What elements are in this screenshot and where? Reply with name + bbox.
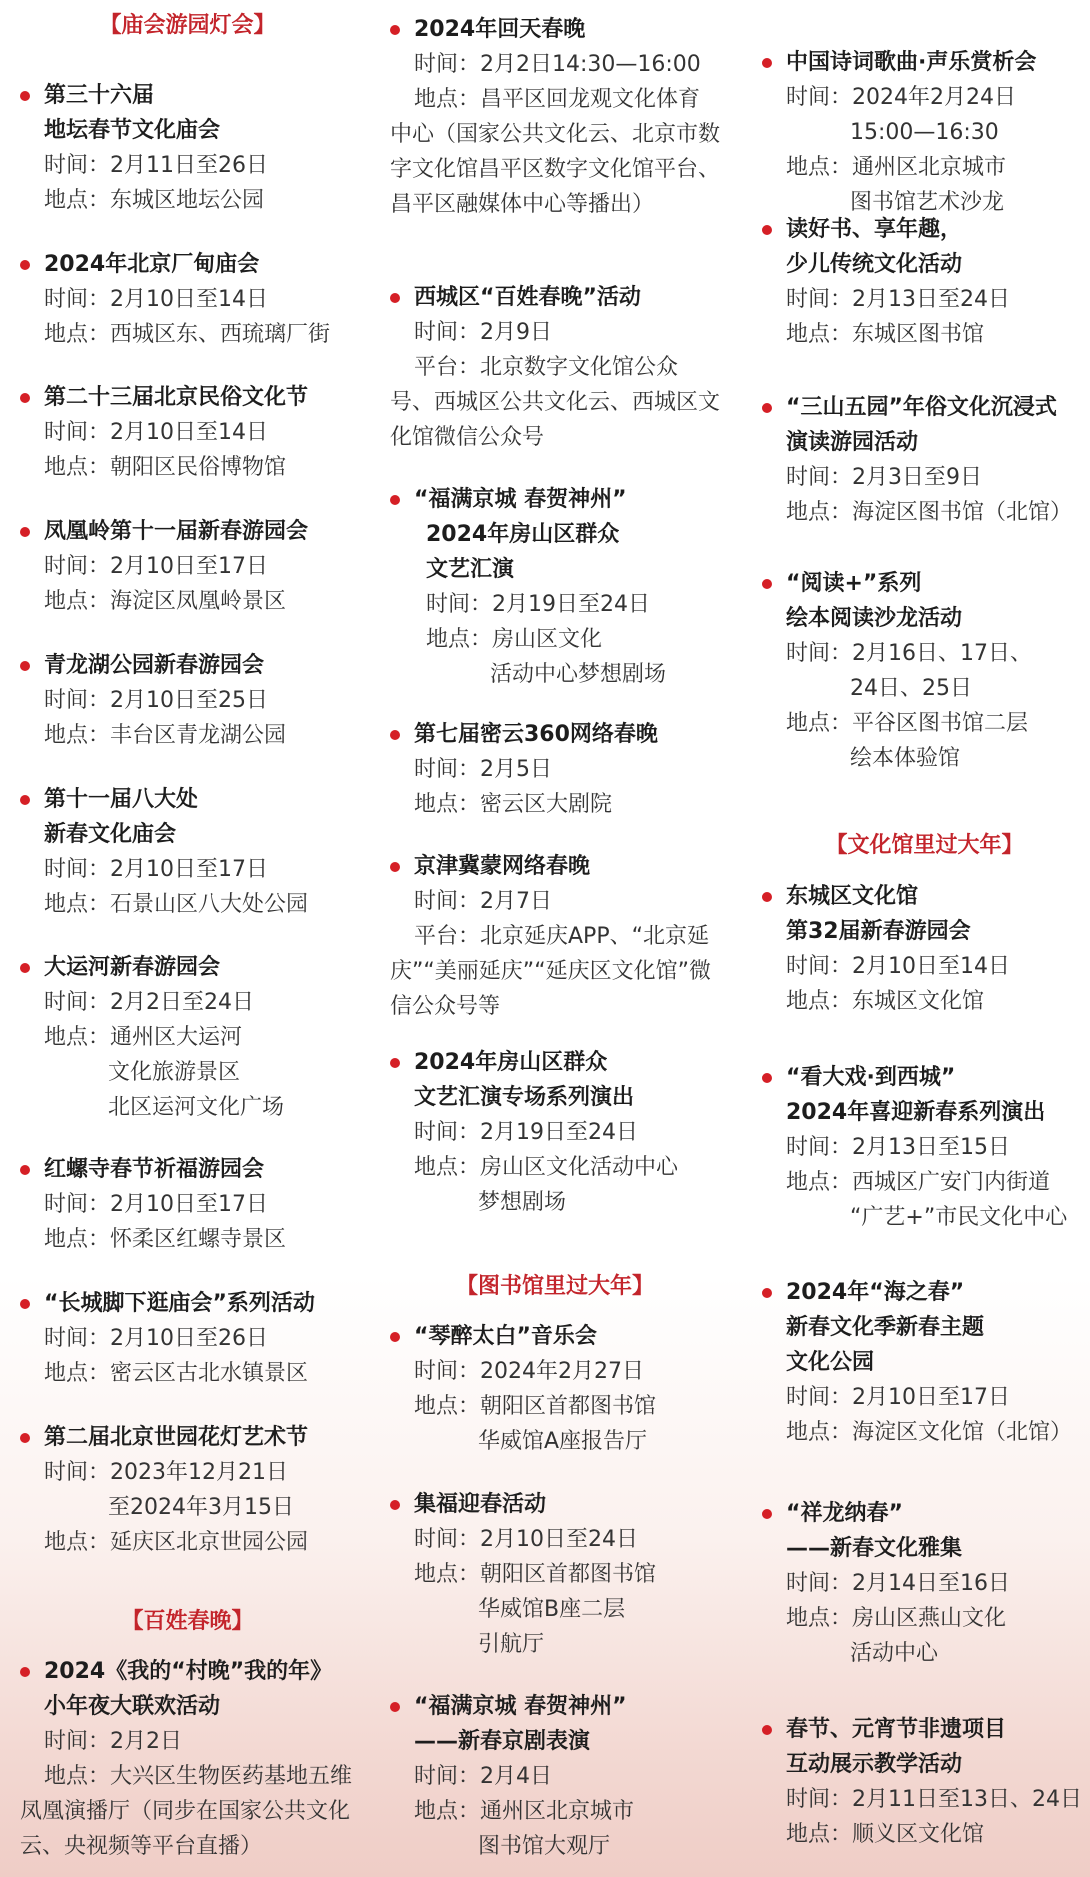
event-place: 地点：朝阳区首都图书馆 xyxy=(414,1562,657,1587)
event-time: 时间：2月10日至14日 xyxy=(44,420,268,445)
event-minsu xyxy=(20,380,355,485)
bullet-icon xyxy=(390,495,400,505)
event-fenghuangling xyxy=(20,514,355,619)
bullet-icon xyxy=(762,1073,772,1083)
event-place: 地点：海淀区凤凰岭景区 xyxy=(44,589,287,614)
event-xianglong xyxy=(762,1496,1087,1671)
bullet-icon xyxy=(390,293,400,303)
bullet-icon xyxy=(390,1500,400,1510)
event-jingjin xyxy=(390,849,720,1024)
bullet-icon xyxy=(390,1702,400,1712)
event-title: 少儿传统文化活动 xyxy=(786,252,963,277)
event-place: 北区运河文化广场 xyxy=(108,1095,285,1120)
event-time: 时间：2024年2月24日 xyxy=(786,85,1016,110)
event-place: 地点：通州区北京城市 xyxy=(786,155,1007,180)
event-title: 2024《我的“村晚”我的年》 xyxy=(44,1659,333,1684)
event-title: 凤凰岭第十一届新春游园会 xyxy=(44,519,309,544)
event-place: 地点：平谷区图书馆二层 xyxy=(786,711,1029,736)
event-time: 时间：2月19日至24日 xyxy=(426,592,650,617)
bullet-icon xyxy=(762,1509,772,1519)
event-title: “福满京城 春贺神州” xyxy=(414,487,627,512)
event-place: 地点：通州区大运河 xyxy=(44,1025,243,1050)
event-place: 地点：海淀区图书馆（北馆） xyxy=(786,500,1073,525)
event-title: 文艺汇演专场系列演出 xyxy=(414,1085,635,1110)
bullet-icon xyxy=(20,393,30,403)
event-time: 时间：2月19日至24日 xyxy=(414,1120,638,1145)
event-title: 东城区文化馆 xyxy=(786,884,919,909)
bullet-icon xyxy=(762,1725,772,1735)
event-title: 第十一届八大处 xyxy=(44,787,199,812)
event-place: 引航厅 xyxy=(478,1632,545,1657)
event-title: 2024年喜迎新春系列演出 xyxy=(786,1100,1046,1125)
event-place: 地点：丰台区青龙湖公园 xyxy=(44,723,287,748)
event-title: 文化公园 xyxy=(786,1350,875,1375)
event-feiyi xyxy=(762,1712,1087,1852)
event-place: 地点：房山区文化 xyxy=(426,627,603,652)
event-time: 时间：2月2日 xyxy=(44,1729,182,1754)
event-title: 地坛春节文化庙会 xyxy=(44,118,221,143)
event-title: 春节、元宵节非遗项目 xyxy=(786,1717,1007,1742)
event-changcheng xyxy=(20,1286,355,1391)
event-title: 第二十三届北京民俗文化节 xyxy=(44,385,309,410)
event-time: 时间：2月7日 xyxy=(414,889,552,914)
event-time: 时间：2月9日 xyxy=(414,320,552,345)
bullet-icon xyxy=(762,403,772,413)
event-title: 集福迎春活动 xyxy=(414,1492,547,1517)
event-title: 互动展示教学活动 xyxy=(786,1752,963,1777)
event-huitian xyxy=(390,12,720,222)
event-title: 第32届新春游园会 xyxy=(786,919,971,944)
event-duhaoshu xyxy=(762,212,1087,352)
event-place: “广艺+”市民文化中心 xyxy=(850,1205,1068,1230)
event-xicheng xyxy=(390,280,720,455)
bullet-icon xyxy=(20,1165,30,1175)
event-title: 新春文化季新春主题 xyxy=(786,1315,985,1340)
bullet-icon xyxy=(762,1288,772,1298)
event-title: “琴醉太白”音乐会 xyxy=(414,1324,597,1349)
event-time: 时间：2月10日至26日 xyxy=(44,1326,268,1351)
event-title: 第三十六届 xyxy=(44,83,155,108)
event-jifu xyxy=(390,1487,720,1662)
event-title: 2024年房山区群众 xyxy=(414,1050,608,1075)
event-yuedu xyxy=(762,566,1087,776)
event-time: 时间：2023年12月21日 xyxy=(44,1460,288,1485)
event-place: 地点：西城区广安门内街道 xyxy=(786,1170,1051,1195)
event-place: 华威馆A座报告厅 xyxy=(478,1429,648,1454)
event-title: 2024年回天春晚 xyxy=(414,17,586,42)
event-title: “祥龙纳春” xyxy=(786,1501,903,1526)
event-place: 地点：密云区古北水镇景区 xyxy=(44,1361,309,1386)
event-title: 绘本阅读沙龙活动 xyxy=(786,606,963,631)
event-place: 地点：西城区东、西琉璃厂街 xyxy=(44,322,331,347)
section-title-library: 【图书馆里过大年】 xyxy=(455,1274,654,1299)
event-time: 时间：2月4日 xyxy=(414,1764,552,1789)
event-title: ——新春京剧表演 xyxy=(414,1729,591,1754)
event-time: 15:00—16:30 xyxy=(850,120,999,145)
event-place: 地点：海淀区文化馆（北馆） xyxy=(786,1420,1073,1445)
event-qinzui xyxy=(390,1319,720,1459)
bullet-icon xyxy=(762,225,772,235)
event-time: 时间：2月10日至17日 xyxy=(786,1385,1010,1410)
event-hongluosi xyxy=(20,1152,355,1257)
event-time: 24日、25日 xyxy=(850,676,972,701)
event-title: 红螺寺春节祈福游园会 xyxy=(44,1157,265,1182)
bullet-icon xyxy=(20,91,30,101)
bullet-icon xyxy=(20,1299,30,1309)
event-time: 时间：2月10日至17日 xyxy=(44,857,268,882)
event-place: 地点：大兴区生物医药基地五维凤凰演播厅（同步在国家公共文化云、央视频等平台直播） xyxy=(20,1764,353,1859)
event-time: 时间：2月16日、17日、 xyxy=(786,641,1032,666)
event-place: 地点：昌平区回龙观文化体育中心（国家公共文化云、北京市数字文化馆昌平区数字文化馆平台、昌平区融媒体中心等播出） xyxy=(390,87,721,217)
event-title: 文艺汇演 xyxy=(426,557,515,582)
event-title: 读好书、享年趣， xyxy=(786,217,963,242)
event-place: 地点：朝阳区首都图书馆 xyxy=(414,1394,657,1419)
event-jingju xyxy=(390,1689,720,1864)
bullet-icon xyxy=(20,795,30,805)
event-title: 京津冀蒙网络春晚 xyxy=(414,854,591,879)
bullet-icon xyxy=(390,1058,400,1068)
event-time: 时间：2024年2月27日 xyxy=(414,1359,644,1384)
event-time: 时间：2月13日至24日 xyxy=(786,287,1010,312)
event-title: 2024年“海之春” xyxy=(786,1280,965,1305)
event-place: 图书馆大观厅 xyxy=(478,1834,611,1859)
event-dayunhe xyxy=(20,950,355,1125)
event-title: 2024年房山区群众 xyxy=(426,522,620,547)
event-title: “看大戏·到西城” xyxy=(786,1065,956,1090)
event-place: 地点：通州区北京城市 xyxy=(414,1799,635,1824)
event-time: 时间：2月10日至24日 xyxy=(414,1527,638,1552)
event-haizhichun xyxy=(762,1275,1087,1450)
section-title-culture-center: 【文化馆里过大年】 xyxy=(825,833,1024,858)
bullet-icon xyxy=(20,260,30,270)
section-title-temple-fair: 【庙会游园灯会】 xyxy=(99,13,276,38)
event-time: 时间：2月10日至14日 xyxy=(44,287,268,312)
event-time: 时间：2月13日至15日 xyxy=(786,1135,1010,1160)
event-title: “长城脚下逛庙会”系列活动 xyxy=(44,1291,315,1316)
event-place: 地点：石景山区八大处公园 xyxy=(44,892,309,917)
event-place: 地点：怀柔区红螺寺景区 xyxy=(44,1227,287,1252)
event-place: 地点：房山区文化活动中心 xyxy=(414,1155,679,1180)
event-time: 时间：2月10日至17日 xyxy=(44,554,268,579)
bullet-icon xyxy=(20,1667,30,1677)
event-qinglonghu xyxy=(20,648,355,753)
bullet-icon xyxy=(20,1433,30,1443)
bullet-icon xyxy=(762,58,772,68)
event-title: 中国诗词歌曲·声乐赏析会 xyxy=(786,50,1037,75)
event-dongcheng xyxy=(762,879,1087,1019)
event-time: 时间：2月11日至26日 xyxy=(44,153,268,178)
event-place: 绘本体验馆 xyxy=(850,746,961,771)
section-title-village-gala: 【百姓春晚】 xyxy=(121,1609,254,1634)
event-place: 地点：东城区文化馆 xyxy=(786,989,985,1014)
bullet-icon xyxy=(20,661,30,671)
event-platform: 平台：北京延庆APP、“北京延庆”“美丽延庆”“延庆区文化馆”微信公众号等 xyxy=(390,924,711,1019)
event-place: 地点：密云区大剧院 xyxy=(414,792,613,817)
event-place: 地点：顺义区文化馆 xyxy=(786,1822,985,1847)
event-ditan xyxy=(20,78,355,218)
bullet-icon xyxy=(390,1332,400,1342)
event-time: 时间：2月10日至25日 xyxy=(44,688,268,713)
event-platform: 平台：北京数字文化馆公众号、西城区公共文化云、西城区文化馆微信公众号 xyxy=(390,355,721,450)
event-place: 地点：房山区燕山文化 xyxy=(786,1606,1007,1631)
event-title: 2024年北京厂甸庙会 xyxy=(44,252,260,277)
event-place: 地点：东城区地坛公园 xyxy=(44,188,265,213)
event-title: 西城区“百姓春晚”活动 xyxy=(414,285,641,310)
event-shici xyxy=(762,45,1087,220)
event-place: 地点：延庆区北京世园公园 xyxy=(44,1530,309,1555)
event-place: 地点：东城区图书馆 xyxy=(786,322,985,347)
event-title: 新春文化庙会 xyxy=(44,822,177,847)
event-place: 活动中心 xyxy=(850,1641,939,1666)
event-time: 至2024年3月15日 xyxy=(108,1495,294,1520)
event-time: 时间：2月3日至9日 xyxy=(786,465,982,490)
event-shiyuan xyxy=(20,1420,355,1560)
event-time: 时间：2月11日至13日、24日 xyxy=(786,1787,1082,1812)
event-time: 时间：2月10日至17日 xyxy=(44,1192,268,1217)
event-title: 第二届北京世园花灯艺术节 xyxy=(44,1425,309,1450)
event-place: 梦想剧场 xyxy=(478,1190,567,1215)
event-title: 大运河新春游园会 xyxy=(44,955,221,980)
event-cunwan xyxy=(20,1654,355,1864)
event-time: 时间：2月5日 xyxy=(414,757,552,782)
event-time: 时间：2月2日14:30—16:00 xyxy=(414,52,701,77)
bullet-icon xyxy=(762,579,772,589)
event-place: 华威馆B座二层 xyxy=(478,1597,626,1622)
event-place: 图书馆艺术沙龙 xyxy=(850,190,1005,215)
event-time: 时间：2月10日至14日 xyxy=(786,954,1010,979)
event-time: 时间：2月14日至16日 xyxy=(786,1571,1010,1596)
event-title: 小年夜大联欢活动 xyxy=(44,1694,221,1719)
bullet-icon xyxy=(20,963,30,973)
event-place: 活动中心梦想剧场 xyxy=(490,662,667,687)
bullet-icon xyxy=(390,862,400,872)
event-title: “福满京城 春贺神州” xyxy=(414,1694,627,1719)
event-kandaxi xyxy=(762,1060,1087,1235)
event-title: 青龙湖公园新春游园会 xyxy=(44,653,265,678)
event-time: 时间：2月2日至24日 xyxy=(44,990,254,1015)
event-title: “阅读+”系列 xyxy=(786,571,922,596)
event-badachu xyxy=(20,782,355,922)
bullet-icon xyxy=(20,527,30,537)
event-miyun-360 xyxy=(390,717,720,822)
event-title: “三山五园”年俗文化沉浸式 xyxy=(786,395,1057,420)
event-title: ——新春文化雅集 xyxy=(786,1536,963,1561)
event-place: 文化旅游景区 xyxy=(108,1060,241,1085)
event-sanshan xyxy=(762,390,1087,530)
event-place: 地点：朝阳区民俗博物馆 xyxy=(44,455,287,480)
event-fangshan-2 xyxy=(390,1045,720,1220)
bullet-icon xyxy=(390,730,400,740)
event-title: 第七届密云360网络春晚 xyxy=(414,722,658,747)
event-changdian xyxy=(20,247,355,352)
bullet-icon xyxy=(390,25,400,35)
event-fangshan-1 xyxy=(390,482,720,692)
bullet-icon xyxy=(762,892,772,902)
event-title: 演读游园活动 xyxy=(786,430,919,455)
